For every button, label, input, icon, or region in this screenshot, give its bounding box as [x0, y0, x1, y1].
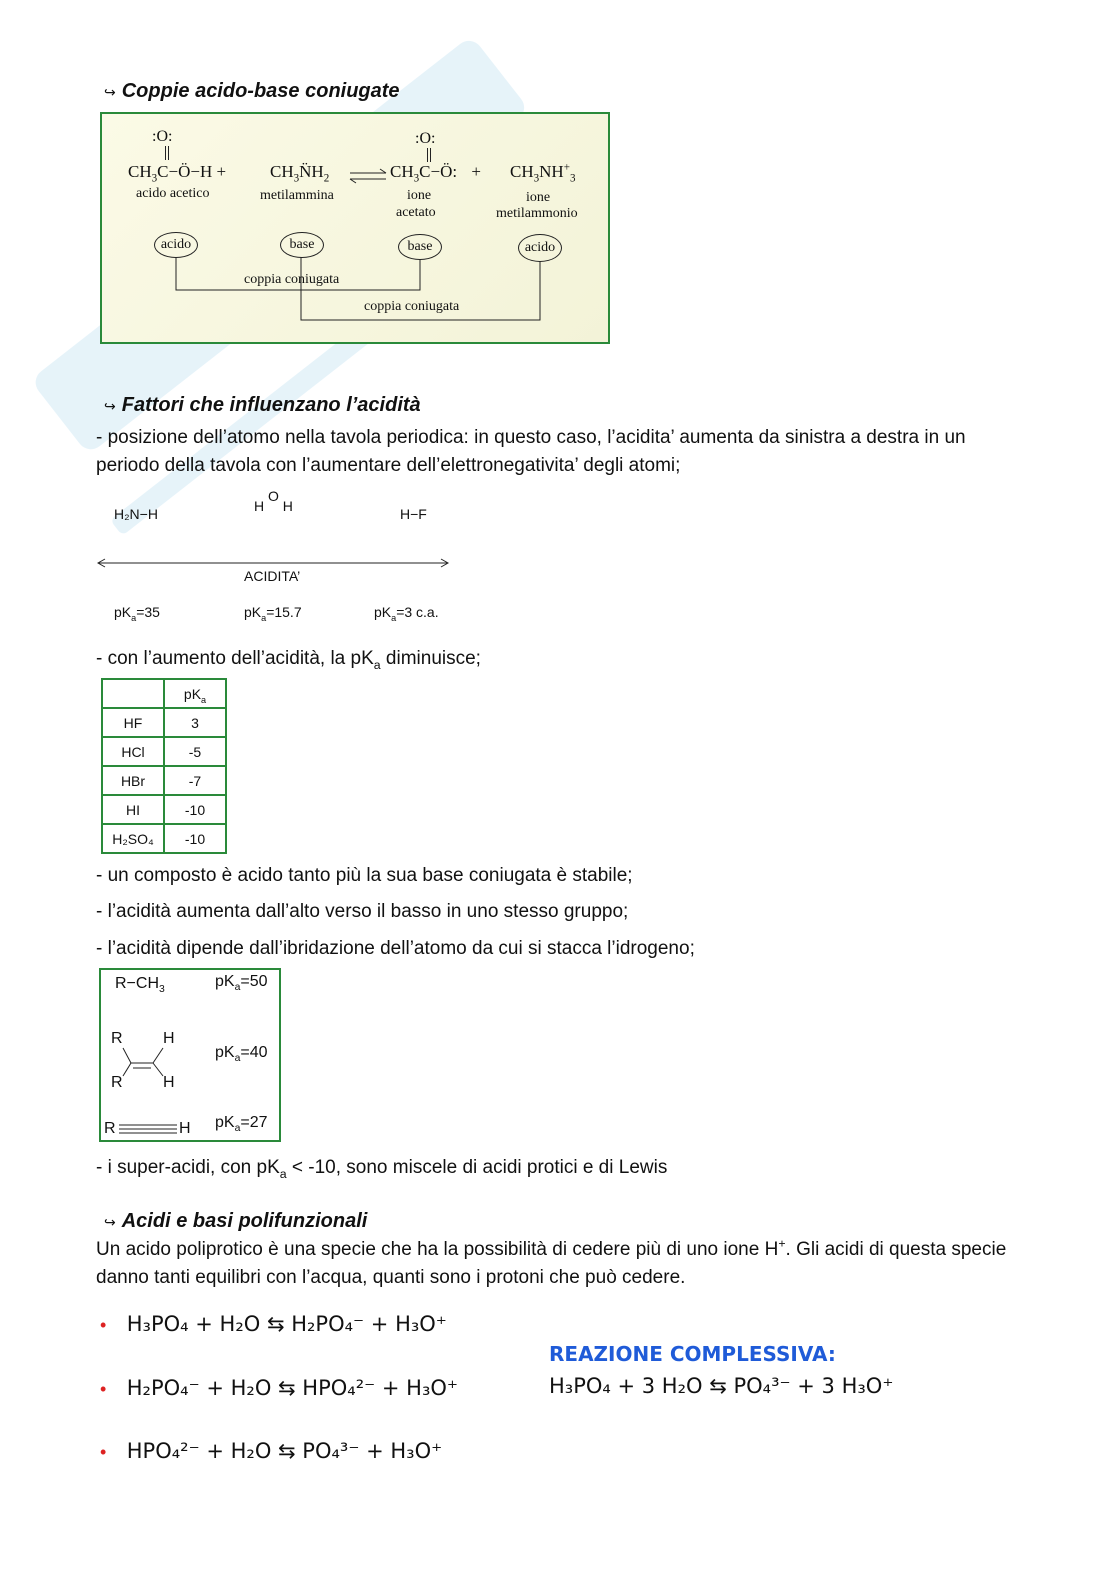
pka-table	[101, 678, 227, 854]
pair-brackets	[102, 114, 608, 342]
paragraph-hybridization: - l’acidità dipende dall’ibridazione dell’atomo da cui si stacca l’idrogeno;	[96, 938, 695, 959]
table-row: HCl -5	[102, 737, 226, 766]
equation-2: • H₂PO₄⁻ + H₂O ⇆ HPO₄²⁻ + H₃O⁺	[100, 1376, 458, 1400]
paragraph-periodic-position: - posizione dell’atomo nella tavola periodica: in questo caso, l’acidita’ aumenta da sinistra a destra in un periodo della tavola con l’aumentare dell’elettronegativita’ degli atomi;	[96, 427, 966, 476]
name-methylammonium: metilammonio	[496, 206, 578, 221]
name-methylamine: metilammina	[260, 188, 334, 203]
paragraph-polyprotic: Un acido poliprotico è una specie che ha la possibilità di cedere più di uno ione H+. Gli acidi di questa specie danno tanti equilibri con l’acqua, quanti sono i protoni che può cedere.	[96, 1236, 1007, 1288]
pka-table-header: $pK_a$	[164, 679, 226, 708]
acidity-trend-figure	[96, 486, 456, 626]
name-ion: ione	[407, 188, 432, 203]
bullet-icon: •	[100, 1442, 107, 1462]
tag-base-2: base	[398, 234, 442, 260]
pair-label-2: coppia coniugata	[364, 299, 460, 314]
hook-arrow-icon: ↪	[104, 1214, 116, 1230]
methylammonium-formula: $CH_3NH^+_3$	[510, 161, 576, 185]
bullet-icon: •	[100, 1315, 107, 1335]
name-ion-2: ione	[526, 190, 551, 205]
pka-alkene: $pK_a=40$	[215, 1044, 268, 1065]
paragraph-superacids: - i super-acidi, con $pK_a < -10$, sono miscele di acidi protici e di Lewis	[96, 1157, 668, 1181]
overall-reaction: H₃PO₄ + 3 H₂O ⇆ PO₄³⁻ + 3 H₃O⁺	[549, 1374, 894, 1398]
pka-hf: $pK_a=3$ c.a.	[374, 604, 439, 623]
tag-base-1: base	[280, 232, 324, 258]
tag-acido-1: acido	[154, 232, 198, 258]
molecule-nh3: H₂N−H	[114, 506, 158, 522]
molecule-water: H O H	[254, 488, 293, 514]
molecule-hf: H−F	[400, 506, 427, 522]
paragraph-conjugate-stability: - un composto è acido tanto più la sua base coniugata è stabile;	[96, 865, 633, 886]
equation-1: • H₃PO₄ + H₂O ⇆ H₂PO₄⁻ + H₃O⁺	[100, 1312, 447, 1336]
hook-arrow-icon: ↪	[104, 84, 116, 100]
acetate-formula: $CH_3C-Ö$: +	[390, 162, 481, 185]
acetic-acid-formula: $CH_3C-Ö-H$ +	[128, 162, 227, 185]
pka-nh3: $pK_a=35$	[114, 604, 160, 623]
heading-polifunzionali: ↪ Acidi e basi polifunzionali	[104, 1210, 368, 1232]
table-row: HBr -7	[102, 766, 226, 795]
paragraph-group-trend: - l’acidità aumenta dall’alto verso il basso in uno stesso gruppo;	[96, 901, 629, 922]
acidity-axis-label: ACIDITA’	[244, 568, 301, 584]
overall-reaction-title: REAZIONE COMPLESSIVA:	[549, 1342, 836, 1366]
heading-fattori: ↪ Fattori che influenzano l’acidità	[104, 394, 421, 416]
table-row: H₂SO₄ -10	[102, 824, 226, 853]
table-row: HF 3	[102, 708, 226, 737]
name-acetate: acetato	[396, 205, 436, 220]
conjugate-pairs-figure: :O: :O: $CH_3C-Ö-H$ + $CH_3N̈H_2$ $CH_3C-Ö$: + $CH_3NH^+_3$ acido acetico metilammina ione acetato ione metilammonio acido base base acido coppia coniugata coppia coniugata	[100, 112, 610, 344]
pka-alkane: $pK_a=50$	[215, 973, 268, 994]
heading-coppie: ↪ Coppie acido-base coniugate	[104, 80, 400, 102]
hook-arrow-icon: ↪	[104, 398, 116, 414]
name-acetic-acid: acido acetico	[136, 186, 210, 201]
table-row: HI -10	[102, 795, 226, 824]
pka-alkyne: $pK_a=27$	[215, 1114, 268, 1135]
tag-acido-2: acido	[518, 234, 562, 262]
bullet-icon: •	[100, 1379, 107, 1399]
hybridization-figure: $R-CH_3$ $pK_a=50$ R H R H $pK_a=40$ R H $pK_a=27$	[99, 968, 281, 1142]
pka-water: $pK_a=15.7$	[244, 604, 302, 623]
methylamine-formula: $CH_3N̈H_2$	[270, 162, 330, 185]
alkane-label: $R-CH_3$	[115, 975, 165, 996]
pair-label-1: coppia coniugata	[244, 272, 340, 287]
equation-3: • HPO₄²⁻ + H₂O ⇆ PO₄³⁻ + H₃O⁺	[100, 1439, 443, 1463]
paragraph-pka-decrease: - con l’aumento dell’acidità, la $pK_a$ diminuisce;	[96, 648, 481, 672]
